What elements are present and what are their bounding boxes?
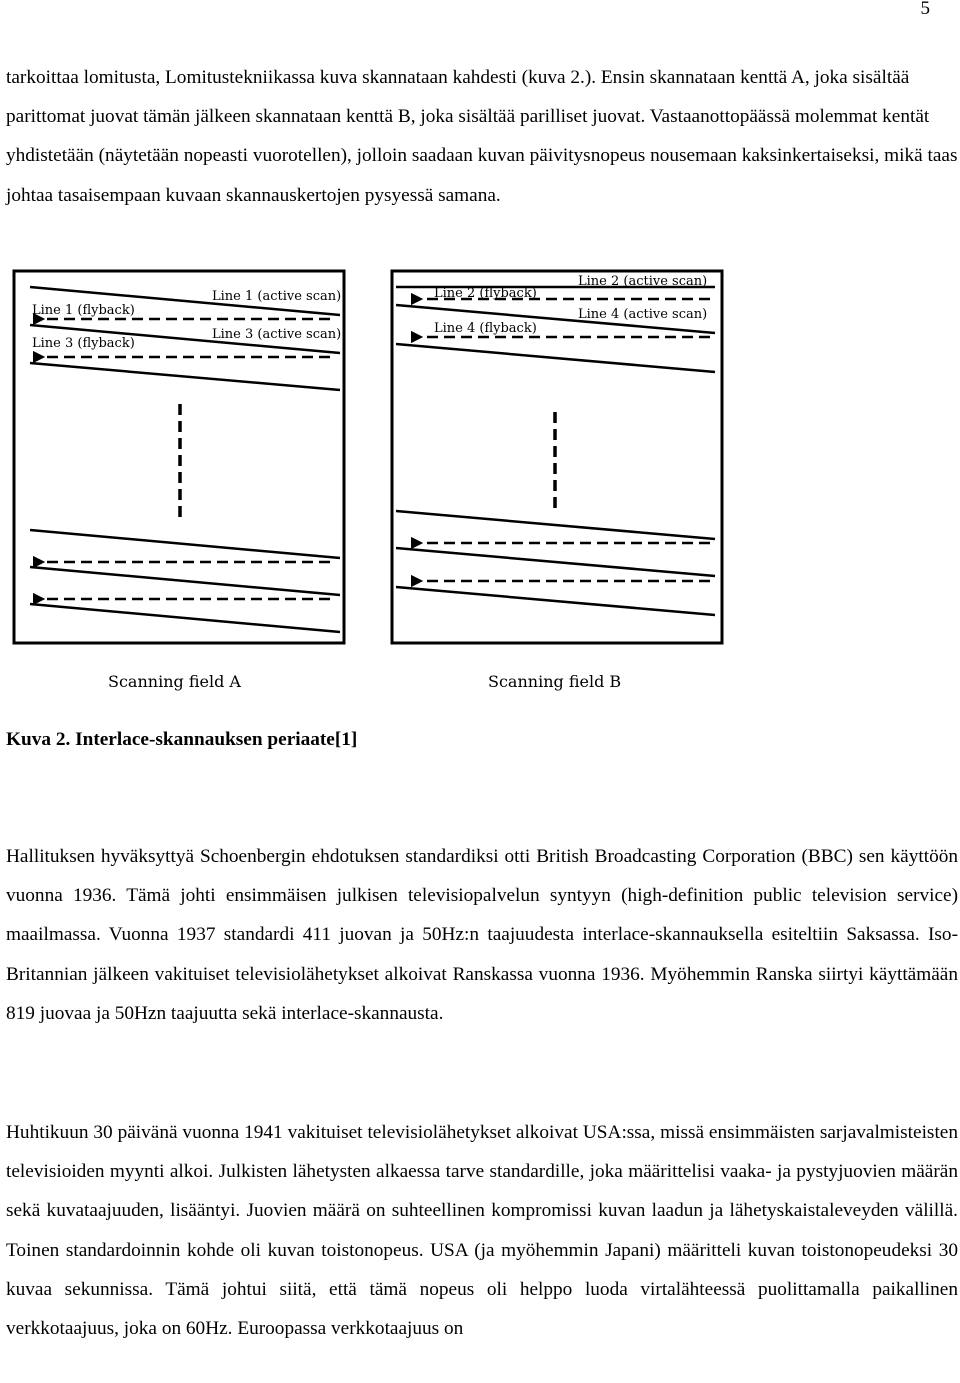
- paragraph-bbc-history: Hallituksen hyväksyttyä Schoenbergin ehdotuksen standardiksi otti British Broadcasting Corporation (BBC) sen käyttöön vuonna 1936. Tämä johti ensimmäisen julkisen televisiopalvelun syntyyn (high-definition public television service) maailmassa. Vuonna 1937 standardi 411 juovan ja 50Hz:n taajuudesta interlace-skannauksella esiteltiin Saksassa. Iso-Britannian jälkeen vakituiset televisiolähetykset alkoivat Ranskassa vuonna 1936. Myöhemmin Ranska siirtyi käyttämään 819 juovaa ja 50Hzn taajuutta sekä interlace-skannausta.: [6, 846, 958, 1024]
- label-line3-flyback: Line 3 (flyback): [32, 336, 135, 351]
- label-line2-active: Line 2 (active scan): [578, 274, 708, 289]
- scanning-field-a: [14, 271, 344, 691]
- paragraph-interlace-intro: tarkoittaa lomitusta, Lomitustekniikassa kuva skannataan kahdesti (kuva 2.). Ensin skannataan kenttä A, joka sisältää parittomat juovat tämän jälkeen skannataan kenttä B, joka sisältää parilliset juovat. Vastaanottopäässä molemmat kentät yhdistetään (näytetään nopeasti vuorotellen), jolloin saadaan kuvan päivitysnopeus nousemaan kaksinkertaiseksi, mikä taas johtaa tasaisempaan kuvaan skannauskertojen pysyessä samana.: [6, 67, 958, 206]
- field-a-scan-line: [30, 604, 340, 632]
- field-a-scan-line: [30, 530, 340, 558]
- page-number: 5: [920, 0, 930, 19]
- field-b-title: Scanning field B: [488, 672, 622, 691]
- field-a-scan-line: [30, 363, 340, 390]
- label-line3-active: Line 3 (active scan): [212, 327, 342, 342]
- field-b-scan-line: [396, 344, 715, 372]
- field-a-title: Scanning field A: [108, 672, 241, 691]
- paragraph-usa-standard: Huhtikuun 30 päivänä vuonna 1941 vakituiset televisiolähetykset alkoivat USA:ssa, missä ensimmäisten sarjavalmisteisten televisioiden myynti alkoi. Julkisten lähetysten alkaessa tarve standardille, joka määrittelisi vaaka- ja pystyjuovien määrän sekä kuvataajuuden, lisääntyi. Juovien määrä on suhteellinen kompromissi kuvan laadun ja lähetyskaistaleveyden välillä. Toinen standardoinnin kohde oli kuvan toistonopeus. USA (ja myöhemmin Japani) määritteli kuvan toistonopeudeksi 30 kuvaa sekunnissa. Tämä johtui siitä, että tämä nopeus oli helppo luoda virtalähteessä puolittamalla paikallinen verkkotaajuus, joka on 60Hz. Euroopassa verkkotaajuus on: [6, 1122, 958, 1340]
- label-line1-flyback: Line 1 (flyback): [32, 303, 135, 318]
- label-line4-active: Line 4 (active scan): [578, 307, 708, 322]
- interlace-scanning-figure: [0, 266, 960, 706]
- scanning-field-b: [392, 271, 722, 691]
- label-line1-active: Line 1 (active scan): [212, 289, 342, 304]
- field-b-scan-line: [396, 511, 715, 539]
- field-b-scan-line: [396, 587, 715, 615]
- label-line2-flyback: Line 2 (flyback): [434, 286, 537, 301]
- figure-caption: Kuva 2. Interlace-skannauksen periaate[1]: [6, 729, 358, 750]
- label-line4-flyback: Line 4 (flyback): [434, 321, 537, 336]
- field-a-scan-line: [30, 567, 340, 595]
- field-b-scan-line: [396, 548, 715, 576]
